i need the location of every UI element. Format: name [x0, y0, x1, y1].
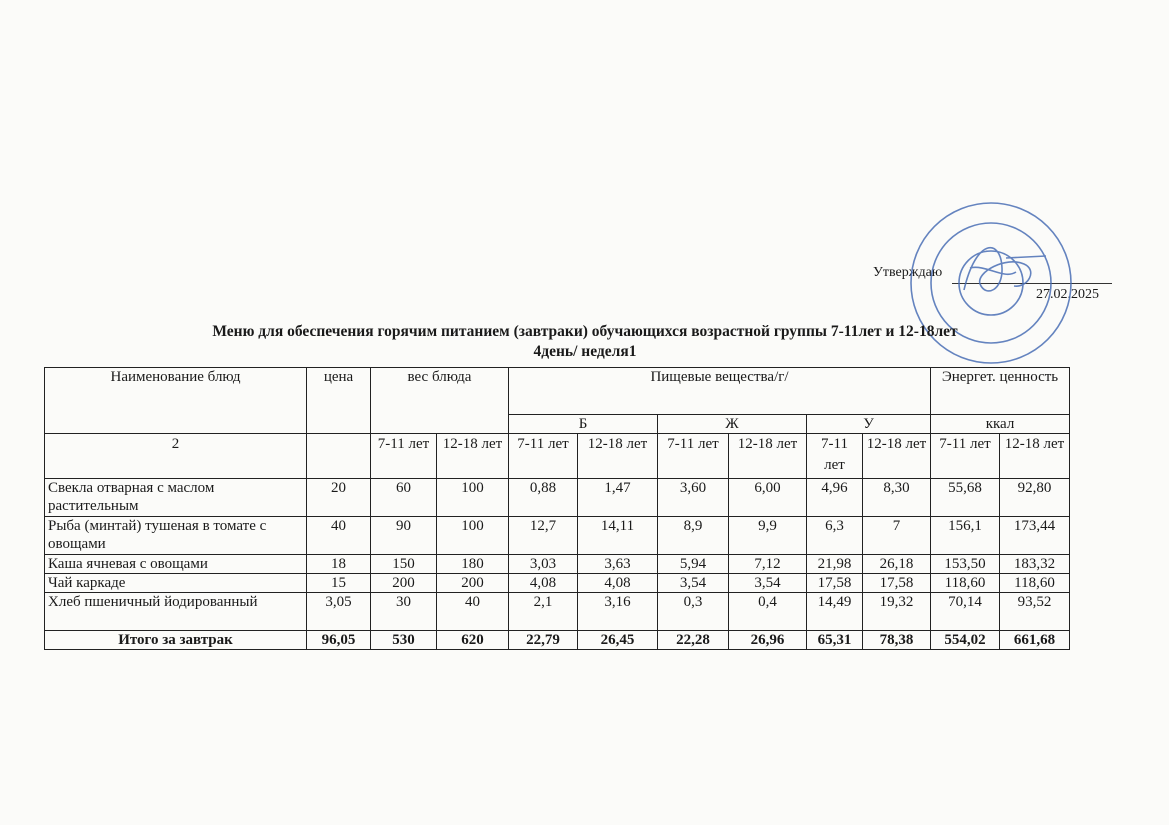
protein-cell: 26,45: [578, 631, 658, 650]
carb-cell: 6,3: [807, 517, 863, 555]
weight-cell: 90: [371, 517, 437, 555]
price-cell: 3,05: [307, 593, 371, 631]
table-row: [45, 593, 1070, 631]
header-zh: Ж: [658, 415, 807, 434]
protein-cell: 14,11: [578, 517, 658, 555]
kcal-cell: 554,02: [931, 631, 1000, 650]
menu-table: [44, 367, 1070, 650]
fat-cell: 0,3: [658, 593, 729, 631]
header-age: 12-18 лет: [437, 434, 509, 479]
protein-cell: 2,1: [509, 593, 578, 631]
kcal-cell: 156,1: [931, 517, 1000, 555]
header-kcal: ккал: [931, 415, 1070, 434]
fat-cell: 3,54: [658, 574, 729, 593]
fat-cell: 6,00: [729, 479, 807, 517]
carb-cell: 8,30: [863, 479, 931, 517]
header-age: 7-11 лет: [371, 434, 437, 479]
carb-cell: 14,49: [807, 593, 863, 631]
weight-cell: 100: [437, 479, 509, 517]
fat-cell: 3,60: [658, 479, 729, 517]
title-line-1: Меню для обеспечения горячим питанием (завтраки) обучающихся возрастной группы 7-11лет и 12-18лет: [212, 323, 958, 340]
carb-cell: 7: [863, 517, 931, 555]
weight-cell: 60: [371, 479, 437, 517]
header-weight: вес блюда: [371, 368, 509, 434]
header-age: 7-11 лет: [931, 434, 1000, 479]
protein-cell: 4,08: [578, 574, 658, 593]
carb-cell: 65,31: [807, 631, 863, 650]
protein-cell: 3,63: [578, 555, 658, 574]
price-cell: 20: [307, 479, 371, 517]
kcal-cell: 153,50: [931, 555, 1000, 574]
kcal-cell: 661,68: [1000, 631, 1070, 650]
kcal-cell: 118,60: [1000, 574, 1070, 593]
kcal-cell: 92,80: [1000, 479, 1070, 517]
fat-cell: 0,4: [729, 593, 807, 631]
header-u: У: [807, 415, 931, 434]
carb-cell: 17,58: [807, 574, 863, 593]
weight-cell: 200: [437, 574, 509, 593]
table-row: [45, 555, 1070, 574]
weight-cell: 40: [437, 593, 509, 631]
kcal-cell: 173,44: [1000, 517, 1070, 555]
header-index: 2: [45, 434, 307, 479]
header-price: цена: [307, 368, 371, 434]
kcal-cell: 183,32: [1000, 555, 1070, 574]
header-row-1: [45, 368, 1070, 415]
header-age: 7-11 лет: [658, 434, 729, 479]
header-age: 12-18 лет: [863, 434, 931, 479]
header-age: 12-18 лет: [578, 434, 658, 479]
approval-date: 27.02.2025: [1036, 287, 1099, 302]
weight-cell: 530: [371, 631, 437, 650]
weight-cell: 150: [371, 555, 437, 574]
kcal-cell: 55,68: [931, 479, 1000, 517]
header-empty: [307, 434, 371, 479]
header-row-3: [45, 434, 1070, 479]
carb-cell: 17,58: [863, 574, 931, 593]
fat-cell: 3,54: [729, 574, 807, 593]
carb-cell: 21,98: [807, 555, 863, 574]
table-row: [45, 574, 1070, 593]
weight-cell: 100: [437, 517, 509, 555]
fat-cell: 5,94: [658, 555, 729, 574]
header-nutrients: Пищевые вещества/г/: [509, 368, 931, 415]
table-row: [45, 517, 1070, 555]
weight-cell: 180: [437, 555, 509, 574]
weight-cell: 620: [437, 631, 509, 650]
dish-name: Свекла отварная с маслом растительным: [45, 479, 307, 517]
kcal-cell: 93,52: [1000, 593, 1070, 631]
protein-cell: 12,7: [509, 517, 578, 555]
header-age: 7-11 лет: [807, 434, 863, 479]
weight-cell: 200: [371, 574, 437, 593]
dish-name: Чай каркаде: [45, 574, 307, 593]
fat-cell: 8,9: [658, 517, 729, 555]
total-row: [45, 631, 1070, 650]
price-cell: 18: [307, 555, 371, 574]
fat-cell: 22,28: [658, 631, 729, 650]
price-cell: 40: [307, 517, 371, 555]
dish-name: Рыба (минтай) тушеная в томате с овощами: [45, 517, 307, 555]
header-age: 12-18 лет: [1000, 434, 1070, 479]
price-cell: 96,05: [307, 631, 371, 650]
weight-cell: 30: [371, 593, 437, 631]
header-energy: Энергет. ценность: [931, 368, 1070, 415]
protein-cell: 3,03: [509, 555, 578, 574]
header-age: 7-11 лет: [509, 434, 578, 479]
protein-cell: 3,16: [578, 593, 658, 631]
total-label: Итого за завтрак: [45, 631, 307, 650]
table-row: [45, 479, 1070, 517]
dish-name: Каша ячневая с овощами: [45, 555, 307, 574]
dish-name: Хлеб пшеничный йодированный: [45, 593, 307, 631]
carb-cell: 4,96: [807, 479, 863, 517]
header-b: Б: [509, 415, 658, 434]
header-age: 12-18 лет: [729, 434, 807, 479]
carb-cell: 78,38: [863, 631, 931, 650]
kcal-cell: 118,60: [931, 574, 1000, 593]
carb-cell: 26,18: [863, 555, 931, 574]
protein-cell: 4,08: [509, 574, 578, 593]
carb-cell: 19,32: [863, 593, 931, 631]
title-line-2: 4день/ неделя1: [533, 343, 637, 360]
price-cell: 15: [307, 574, 371, 593]
protein-cell: 0,88: [509, 479, 578, 517]
header-name: Наименование блюд: [45, 368, 307, 434]
approval-label: Утверждаю: [873, 265, 943, 280]
protein-cell: 1,47: [578, 479, 658, 517]
fat-cell: 7,12: [729, 555, 807, 574]
protein-cell: 22,79: [509, 631, 578, 650]
fat-cell: 26,96: [729, 631, 807, 650]
fat-cell: 9,9: [729, 517, 807, 555]
page-title: [40, 322, 1130, 362]
kcal-cell: 70,14: [931, 593, 1000, 631]
